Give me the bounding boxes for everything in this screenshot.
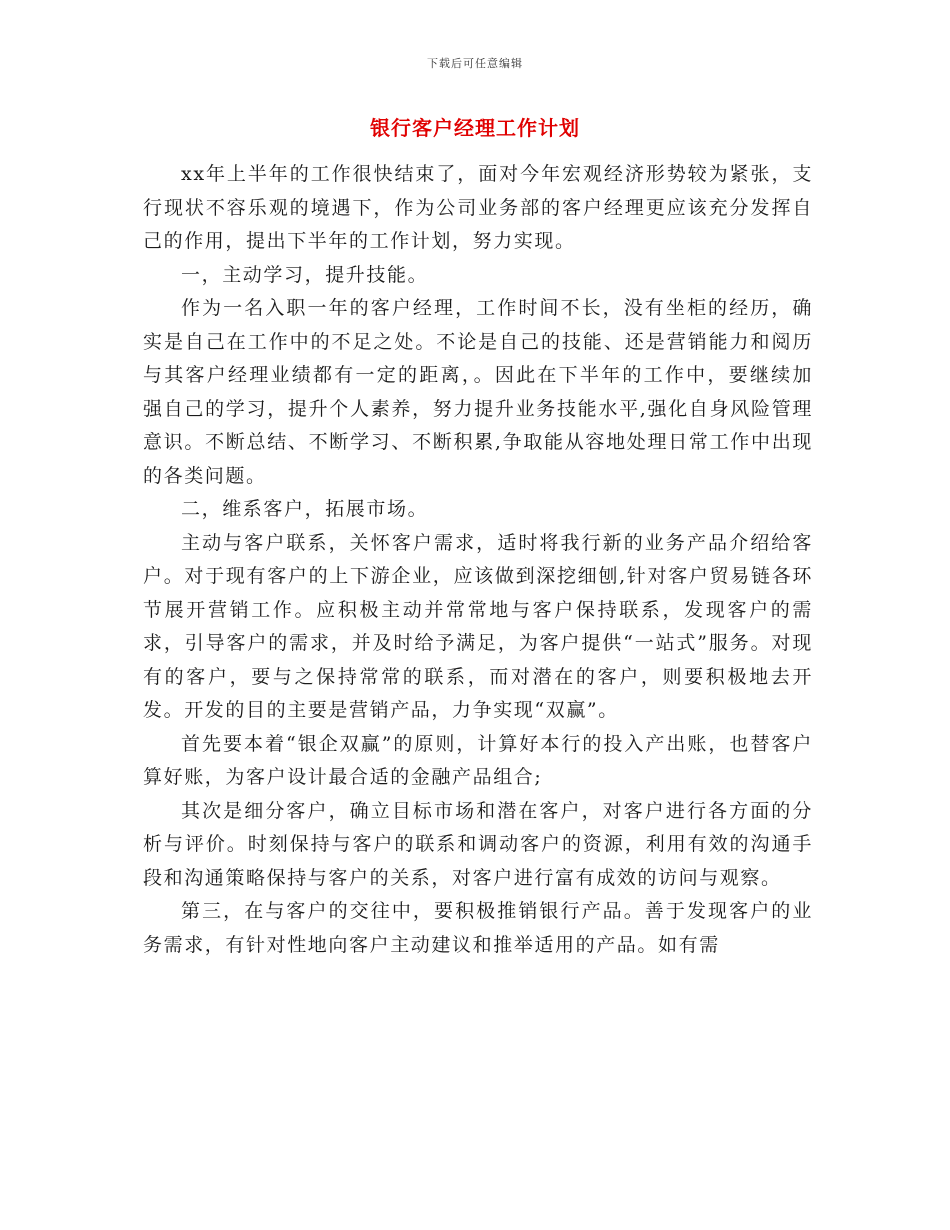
section-heading-2: 二，维系客户，拓展市场。 [181,498,429,520]
document-title: 银行客户经理工作计划 [370,116,580,140]
paragraph-second-point: 其次是细分客户，确立目标市场和潜在客户，对客户进行各方面的分析与评价。时刻保持与客户的联系和调动客户的资源，利用有效的沟通手段和沟通策略保持与客户的关系，对客户进行富有成效的访问与观察。 [143,799,813,889]
paragraph-first-point: 首先要本着“银企双赢”的原则，计算好本行的投入产出账，也替客户算好账，为客户设计最合适的金融产品组合; [143,732,813,788]
document-body [143,158,813,962]
section-heading-1: 一，主动学习，提升技能。 [181,263,429,286]
paragraph-third-point: 第三，在与客户的交往中，要积极推销银行产品。善于发现客户的业务需求，有针对性地向客户主动建议和推举适用的产品。如有需 [143,900,813,956]
paragraph-section-2: 主动与客户联系，关怀客户需求，适时将我行新的业务产品介绍给客户。对于现有客户的上下游企业，应该做到深挖细刨,针对客户贸易链各环节展开营销工作。应积极主动并常常地与客户保持联系，发现客户的需求，引导客户的需求，并及时给予满足，为客户提供“一站式”服务。对现有的客户，要与之保持常常的联系，而对潜在的客户，则要积极地去开发。开发的目的主要是营销产品，力争实现“双赢”。 [143,531,813,721]
page-header-note: 下载后可任意编辑 [427,57,523,70]
paragraph-intro: xx年上半年的工作很快结束了，面对今年宏观经济形势较为紧张，支行现状不容乐观的境遇下，作为公司业务部的客户经理更应该充分发挥自己的作用，提出下半年的工作计划，努力实现。 [143,163,813,252]
paragraph-section-1: 作为一名入职一年的客户经理，工作时间不长，没有坐柜的经历，确实是自己在工作中的不足之处。不论是自己的技能、还是营销能力和阅历与其客户经理业绩都有一定的距离，。因此在下半年的工作中，要继续加强自己的学习，提升个人素养，努力提升业务技能水平,强化自身风险管理意识。不断总结、不断学习、不断积累,争取能从容地处理日常工作中出现的各类问题。 [143,297,813,487]
